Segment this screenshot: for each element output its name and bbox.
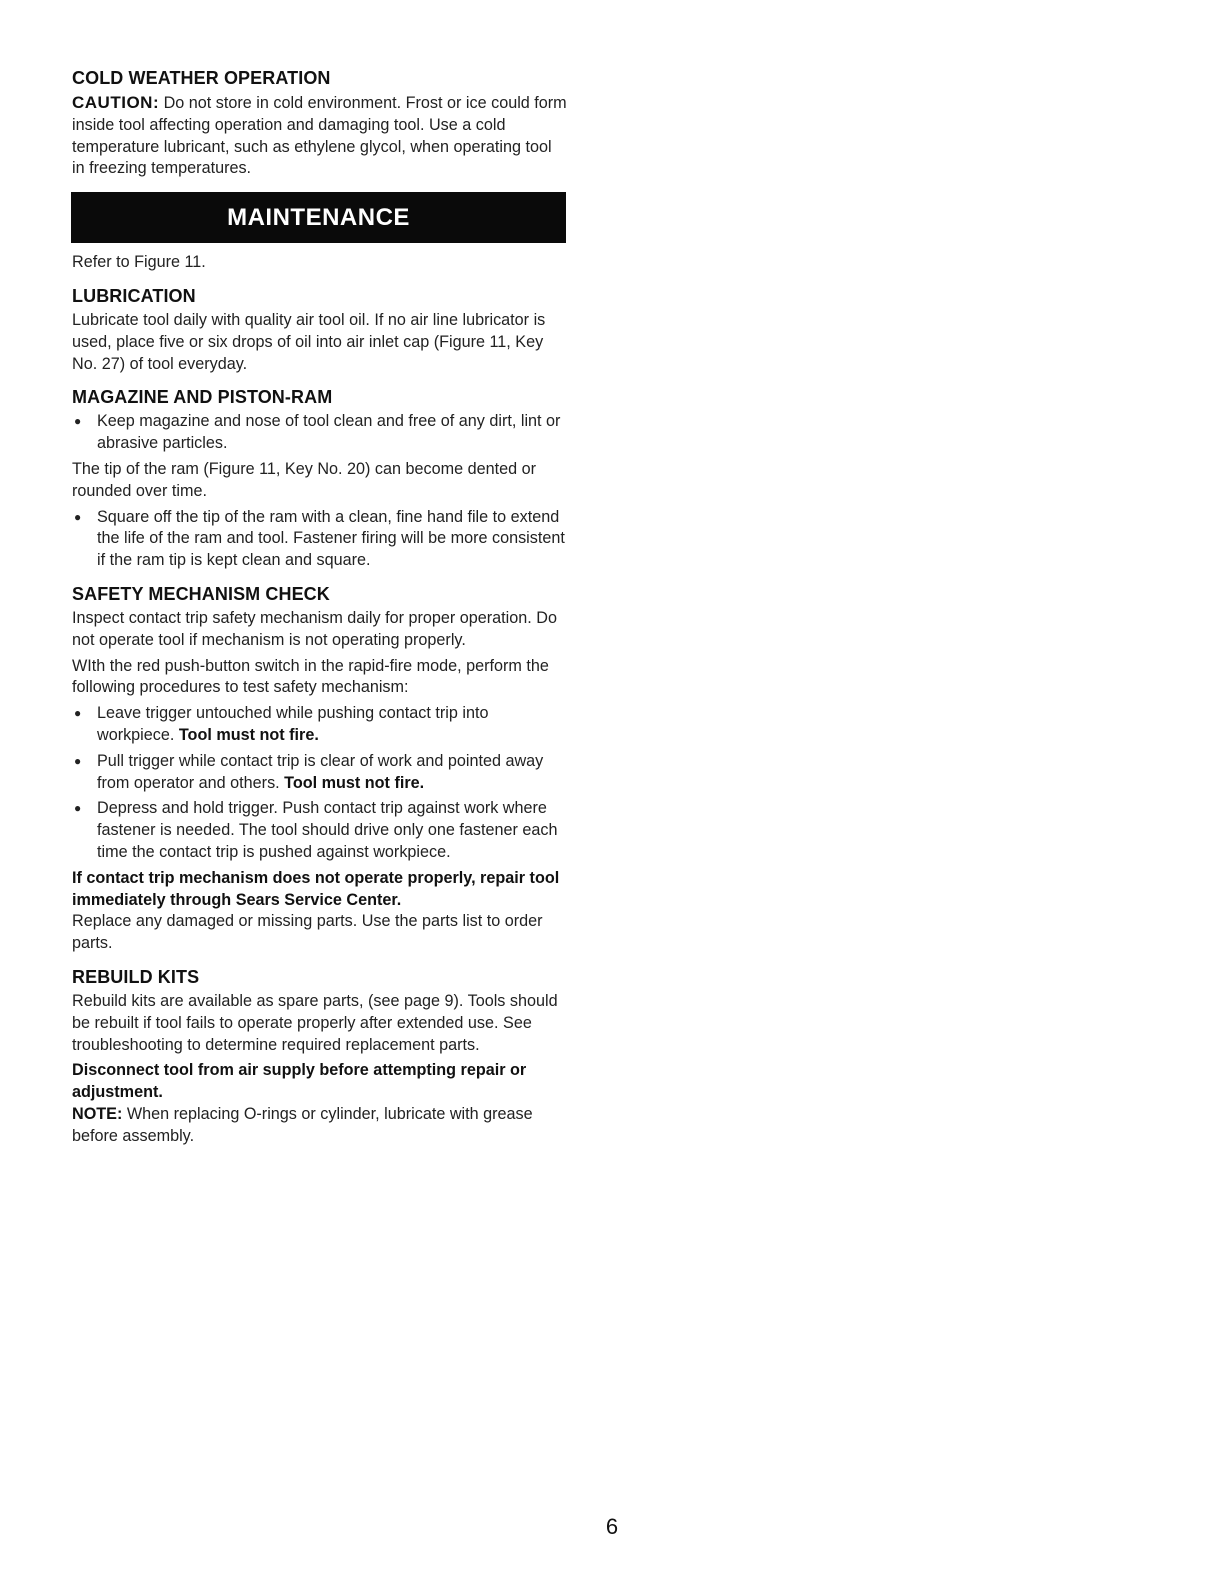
magazine-bullet-2-text: Square off the tip of the ram with a clean, fine hand file to extend the life of the ram and tool. Fastener firing will be more consistent if the ram tip is kept clean and square. — [97, 507, 565, 570]
safety-heading: SAFETY MECHANISM CHECK — [72, 583, 330, 604]
magazine-bullets-1 — [72, 411, 568, 455]
refer-to-figure: Refer to Figure 11. — [72, 253, 206, 272]
cold-weather-heading: COLD WEATHER OPERATION — [72, 68, 331, 88]
magazine-bullets-2 — [72, 507, 568, 572]
magazine-heading: MAGAZINE AND PISTON-RAM — [72, 387, 333, 408]
rebuild-heading: REBUILD KITS — [72, 966, 200, 987]
cold-weather-caution — [72, 92, 568, 180]
content-column — [72, 66, 568, 1147]
page-number: 6 — [605, 1514, 619, 1539]
magazine-bullet-1-text: Keep magazine and nose of tool clean and free of any dirt, lint or abrasive particles. — [97, 412, 561, 453]
lubrication-section — [72, 284, 568, 375]
safety-bullet-2-text: Pull trigger while contact trip is clear of work and pointed away from operator and others. — [97, 751, 544, 792]
bullet-icon: ● — [74, 706, 82, 721]
cold-weather-section — [72, 66, 568, 180]
lubrication-heading: LUBRICATION — [72, 285, 196, 306]
bullet-icon: ● — [74, 414, 82, 429]
bullet-icon: ● — [74, 801, 82, 816]
safety-bullet-3-text: Depress and hold trigger. Push contact trip against work where fastener is needed. The tool should drive only one fastener each time the contact trip is pushed against workpiece. — [97, 799, 558, 861]
lubrication-text: Lubricate tool daily with quality air tool oil. If no air line lubricator is used, place five or six drops of oil into air inlet cap (Figure 11, Key No. 27) of tool everyday. — [72, 310, 546, 373]
note-text: When replacing O-rings or cylinder, lubricate with grease before assembly. — [72, 1104, 533, 1145]
maintenance-banner-title: MAINTENANCE — [227, 203, 410, 231]
safety-bullets — [72, 703, 568, 864]
list-item — [72, 411, 568, 455]
rebuild-warning-paragraph: Disconnect tool from air supply before attempting repair or adjustment. — [72, 1061, 527, 1102]
safety-paragraph-1: Inspect contact trip safety mechanism daily for proper operation. Do not operate tool if mechanism is not operating properly. — [72, 608, 557, 649]
rebuild-section — [72, 965, 568, 1148]
safety-section — [72, 582, 568, 955]
safety-bullet-2-warning: Tool must not fire. — [284, 773, 425, 792]
caution-text: Do not store in cold environment. Frost or ice could form inside tool affecting operation and damaging tool. Use a cold temperature lubricant, such as ethylene glycol, when operating tool in freezing temperatures. — [72, 94, 567, 178]
safety-bullet-1-warning: Tool must not fire. — [178, 725, 319, 744]
rebuild-note — [72, 1104, 568, 1148]
safety-bullet-1-text: Leave trigger untouched while pushing contact trip into workpiece. — [97, 704, 489, 744]
magazine-section — [72, 385, 568, 572]
note-label: NOTE: — [72, 1104, 123, 1123]
bullet-icon: ● — [74, 753, 82, 768]
list-item — [72, 703, 568, 747]
safety-paragraph-2: WIth the red push-button switch in the rapid-fire mode, perform the following procedures to test safety mechanism: — [72, 656, 549, 697]
maintenance-banner — [71, 192, 566, 243]
list-item — [72, 507, 568, 572]
safety-warning-paragraph: If contact trip mechanism does not operate properly, repair tool immediately through Sears Service Center. — [72, 868, 560, 909]
bullet-icon: ● — [74, 509, 82, 524]
magazine-ram-paragraph: The tip of the ram (Figure 11, Key No. 20) can become dented or rounded over time. — [72, 459, 536, 500]
rebuild-paragraph-1: Rebuild kits are available as spare parts, (see page 9). Tools should be rebuilt if tool fails to operate properly after extended use. See troubleshooting to determine required replacement parts. — [72, 991, 558, 1054]
list-item — [72, 751, 568, 795]
list-item — [72, 798, 568, 863]
safety-paragraph-3: Replace any damaged or missing parts. Use the parts list to order parts. — [72, 912, 543, 953]
caution-label: CAUTION: — [72, 93, 160, 112]
